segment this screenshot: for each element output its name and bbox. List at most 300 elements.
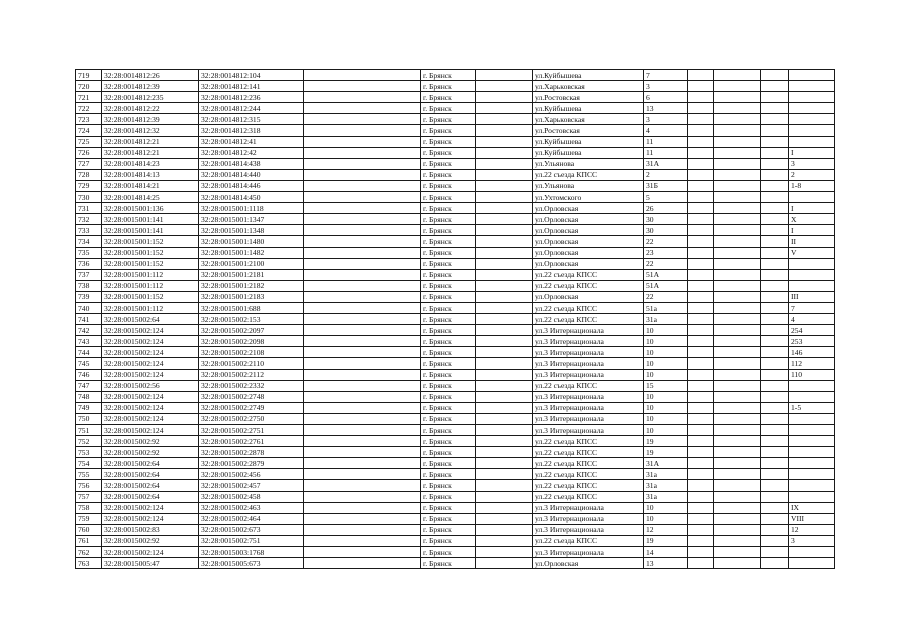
house-number-cell: 22	[644, 236, 688, 247]
premises-number-cell	[789, 70, 835, 81]
city-cell: г. Брянск	[421, 280, 476, 291]
city-cell: г. Брянск	[421, 225, 476, 236]
empty-cell	[476, 92, 533, 103]
empty-cell	[761, 114, 789, 125]
empty-cell	[304, 225, 421, 236]
empty-cell	[304, 491, 421, 502]
street-cell: ул.Ульянова	[533, 180, 644, 191]
premises-number-cell: 1-5	[789, 402, 835, 413]
empty-cell	[688, 247, 714, 258]
land-parcel-number-cell: 32:28:0014812:235	[102, 92, 199, 103]
city-cell: г. Брянск	[421, 458, 476, 469]
empty-cell	[714, 180, 761, 191]
street-cell: ул.Харьковская	[533, 114, 644, 125]
empty-cell	[714, 192, 761, 203]
empty-cell	[761, 480, 789, 491]
empty-cell	[304, 147, 421, 158]
land-parcel-number-cell: 32:28:0015001:152	[102, 247, 199, 258]
premises-number-cell	[789, 436, 835, 447]
house-number-cell: 51А	[644, 269, 688, 280]
empty-cell	[688, 369, 714, 380]
land-parcel-number-cell: 32:28:0015002:124	[102, 336, 199, 347]
table-row	[76, 547, 835, 558]
premises-number-cell	[789, 269, 835, 280]
empty-cell	[476, 291, 533, 302]
empty-cell	[476, 413, 533, 424]
row-number-cell: 727	[76, 158, 102, 169]
street-cell: ул.Ростовская	[533, 125, 644, 136]
empty-cell	[714, 225, 761, 236]
object-cadastral-number-cell: 32:28:0015002:751	[199, 535, 304, 546]
premises-number-cell	[789, 380, 835, 391]
empty-cell	[714, 513, 761, 524]
empty-cell	[476, 325, 533, 336]
empty-cell	[761, 502, 789, 513]
land-parcel-number-cell: 32:28:0015002:124	[102, 391, 199, 402]
empty-cell	[476, 103, 533, 114]
empty-cell	[304, 535, 421, 546]
empty-cell	[304, 347, 421, 358]
table-row	[76, 92, 835, 103]
table-row	[76, 169, 835, 180]
empty-cell	[476, 547, 533, 558]
empty-cell	[688, 402, 714, 413]
empty-cell	[688, 147, 714, 158]
empty-cell	[476, 535, 533, 546]
premises-number-cell	[789, 391, 835, 402]
premises-number-cell: I	[789, 225, 835, 236]
row-number-cell: 749	[76, 402, 102, 413]
land-parcel-number-cell: 32:28:0015001:141	[102, 225, 199, 236]
empty-cell	[476, 336, 533, 347]
street-cell: ул.22 съезда КПСС	[533, 169, 644, 180]
house-number-cell: 22	[644, 258, 688, 269]
table-row	[76, 535, 835, 546]
premises-number-cell	[789, 558, 835, 569]
street-cell: ул.22 съезда КПСС	[533, 458, 644, 469]
street-cell: ул.Куйбышева	[533, 136, 644, 147]
street-cell: ул.22 съезда КПСС	[533, 480, 644, 491]
empty-cell	[476, 369, 533, 380]
city-cell: г. Брянск	[421, 558, 476, 569]
empty-cell	[714, 136, 761, 147]
object-cadastral-number-cell: 32:28:0015002:2878	[199, 447, 304, 458]
table-row	[76, 114, 835, 125]
empty-cell	[761, 314, 789, 325]
house-number-cell: 10	[644, 336, 688, 347]
empty-cell	[476, 402, 533, 413]
city-cell: г. Брянск	[421, 180, 476, 191]
object-cadastral-number-cell: 32:28:0015001:2100	[199, 258, 304, 269]
land-parcel-number-cell: 32:28:0015002:124	[102, 325, 199, 336]
empty-cell	[714, 314, 761, 325]
row-number-cell: 724	[76, 125, 102, 136]
object-cadastral-number-cell: 32:28:0014814:450	[199, 192, 304, 203]
table-row	[76, 491, 835, 502]
table-row	[76, 369, 835, 380]
house-number-cell: 3	[644, 81, 688, 92]
row-number-cell: 761	[76, 535, 102, 546]
empty-cell	[476, 236, 533, 247]
empty-cell	[304, 103, 421, 114]
empty-cell	[304, 547, 421, 558]
table-row	[76, 436, 835, 447]
premises-number-cell: 1-8	[789, 180, 835, 191]
land-parcel-number-cell: 32:28:0015002:64	[102, 469, 199, 480]
land-parcel-number-cell: 32:28:0015001:141	[102, 214, 199, 225]
empty-cell	[476, 114, 533, 125]
empty-cell	[476, 169, 533, 180]
land-parcel-number-cell: 32:28:0014812:22	[102, 103, 199, 114]
street-cell: ул.Куйбышева	[533, 147, 644, 158]
empty-cell	[761, 225, 789, 236]
street-cell: ул.3 Интернационала	[533, 513, 644, 524]
street-cell: ул.3 Интернационала	[533, 391, 644, 402]
empty-cell	[476, 447, 533, 458]
premises-number-cell	[789, 103, 835, 114]
property-registry-table	[75, 69, 835, 569]
table-row	[76, 524, 835, 535]
empty-cell	[688, 491, 714, 502]
street-cell: ул.Орловская	[533, 291, 644, 302]
premises-number-cell: II	[789, 236, 835, 247]
empty-cell	[761, 558, 789, 569]
row-number-cell: 750	[76, 413, 102, 424]
premises-number-cell	[789, 447, 835, 458]
city-cell: г. Брянск	[421, 70, 476, 81]
empty-cell	[688, 436, 714, 447]
land-parcel-number-cell: 32:28:0014812:21	[102, 136, 199, 147]
empty-cell	[714, 436, 761, 447]
house-number-cell: 13	[644, 103, 688, 114]
row-number-cell: 746	[76, 369, 102, 380]
empty-cell	[688, 314, 714, 325]
table-row	[76, 147, 835, 158]
empty-cell	[304, 169, 421, 180]
table-row	[76, 447, 835, 458]
premises-number-cell	[789, 81, 835, 92]
city-cell: г. Брянск	[421, 302, 476, 313]
table-row	[76, 258, 835, 269]
row-number-cell: 732	[76, 214, 102, 225]
city-cell: г. Брянск	[421, 269, 476, 280]
empty-cell	[761, 547, 789, 558]
empty-cell	[714, 269, 761, 280]
city-cell: г. Брянск	[421, 491, 476, 502]
premises-number-cell: 3	[789, 535, 835, 546]
row-number-cell: 738	[76, 280, 102, 291]
empty-cell	[714, 547, 761, 558]
object-cadastral-number-cell: 32:28:0015003:1768	[199, 547, 304, 558]
object-cadastral-number-cell: 32:28:0015002:2097	[199, 325, 304, 336]
row-number-cell: 723	[76, 114, 102, 125]
object-cadastral-number-cell: 32:28:0015002:457	[199, 480, 304, 491]
object-cadastral-number-cell: 32:28:0015001:688	[199, 302, 304, 313]
table-row	[76, 358, 835, 369]
empty-cell	[476, 81, 533, 92]
land-parcel-number-cell: 32:28:0015002:124	[102, 369, 199, 380]
empty-cell	[688, 458, 714, 469]
city-cell: г. Брянск	[421, 447, 476, 458]
street-cell: ул.22 съезда КПСС	[533, 447, 644, 458]
empty-cell	[304, 469, 421, 480]
house-number-cell: 11	[644, 136, 688, 147]
empty-cell	[761, 258, 789, 269]
empty-cell	[761, 214, 789, 225]
row-number-cell: 744	[76, 347, 102, 358]
empty-cell	[688, 114, 714, 125]
premises-number-cell: X	[789, 214, 835, 225]
empty-cell	[688, 302, 714, 313]
table-row	[76, 336, 835, 347]
empty-cell	[714, 480, 761, 491]
empty-cell	[714, 413, 761, 424]
city-cell: г. Брянск	[421, 314, 476, 325]
street-cell: ул.3 Интернационала	[533, 425, 644, 436]
premises-number-cell	[789, 92, 835, 103]
empty-cell	[688, 236, 714, 247]
empty-cell	[714, 458, 761, 469]
premises-number-cell	[789, 458, 835, 469]
object-cadastral-number-cell: 32:28:0014814:446	[199, 180, 304, 191]
land-parcel-number-cell: 32:28:0015002:124	[102, 513, 199, 524]
empty-cell	[688, 203, 714, 214]
house-number-cell: 31а	[644, 469, 688, 480]
house-number-cell: 23	[644, 247, 688, 258]
city-cell: г. Брянск	[421, 203, 476, 214]
table-row	[76, 192, 835, 203]
empty-cell	[688, 380, 714, 391]
empty-cell	[761, 158, 789, 169]
land-parcel-number-cell: 32:28:0014814:23	[102, 158, 199, 169]
land-parcel-number-cell: 32:28:0015001:112	[102, 269, 199, 280]
land-parcel-number-cell: 32:28:0014814:13	[102, 169, 199, 180]
empty-cell	[476, 480, 533, 491]
empty-cell	[761, 469, 789, 480]
street-cell: ул.Харьковская	[533, 81, 644, 92]
street-cell: ул.3 Интернационала	[533, 336, 644, 347]
empty-cell	[304, 291, 421, 302]
empty-cell	[304, 269, 421, 280]
house-number-cell: 15	[644, 380, 688, 391]
empty-cell	[688, 180, 714, 191]
empty-cell	[304, 125, 421, 136]
empty-cell	[761, 458, 789, 469]
city-cell: г. Брянск	[421, 336, 476, 347]
object-cadastral-number-cell: 32:28:0015002:673	[199, 524, 304, 535]
table-row	[76, 125, 835, 136]
house-number-cell: 12	[644, 524, 688, 535]
street-cell: ул.3 Интернационала	[533, 369, 644, 380]
object-cadastral-number-cell: 32:28:0015002:2332	[199, 380, 304, 391]
row-number-cell: 755	[76, 469, 102, 480]
house-number-cell: 31А	[644, 158, 688, 169]
street-cell: ул.Орловская	[533, 225, 644, 236]
empty-cell	[761, 180, 789, 191]
premises-number-cell	[789, 192, 835, 203]
house-number-cell: 51А	[644, 280, 688, 291]
land-parcel-number-cell: 32:28:0015002:64	[102, 314, 199, 325]
city-cell: г. Брянск	[421, 81, 476, 92]
empty-cell	[688, 480, 714, 491]
table-row	[76, 402, 835, 413]
empty-cell	[688, 391, 714, 402]
empty-cell	[304, 558, 421, 569]
empty-cell	[476, 347, 533, 358]
premises-number-cell: 146	[789, 347, 835, 358]
object-cadastral-number-cell: 32:28:0014812:42	[199, 147, 304, 158]
empty-cell	[714, 447, 761, 458]
street-cell: ул.3 Интернационала	[533, 358, 644, 369]
street-cell: ул.22 съезда КПСС	[533, 535, 644, 546]
city-cell: г. Брянск	[421, 247, 476, 258]
row-number-cell: 751	[76, 425, 102, 436]
premises-number-cell: 110	[789, 369, 835, 380]
empty-cell	[688, 558, 714, 569]
city-cell: г. Брянск	[421, 236, 476, 247]
empty-cell	[761, 325, 789, 336]
empty-cell	[476, 136, 533, 147]
row-number-cell: 739	[76, 291, 102, 302]
table-row	[76, 380, 835, 391]
street-cell: ул.3 Интернационала	[533, 524, 644, 535]
empty-cell	[304, 236, 421, 247]
table-row	[76, 269, 835, 280]
house-number-cell: 19	[644, 447, 688, 458]
city-cell: г. Брянск	[421, 92, 476, 103]
object-cadastral-number-cell: 32:28:0014814:438	[199, 158, 304, 169]
city-cell: г. Брянск	[421, 513, 476, 524]
empty-cell	[688, 347, 714, 358]
empty-cell	[304, 247, 421, 258]
empty-cell	[714, 147, 761, 158]
empty-cell	[714, 369, 761, 380]
street-cell: ул.22 съезда КПСС	[533, 269, 644, 280]
house-number-cell: 4	[644, 125, 688, 136]
empty-cell	[688, 103, 714, 114]
land-parcel-number-cell: 32:28:0015001:152	[102, 258, 199, 269]
house-number-cell: 30	[644, 225, 688, 236]
empty-cell	[476, 70, 533, 81]
empty-cell	[761, 358, 789, 369]
empty-cell	[304, 391, 421, 402]
empty-cell	[688, 447, 714, 458]
empty-cell	[688, 192, 714, 203]
house-number-cell: 30	[644, 214, 688, 225]
city-cell: г. Брянск	[421, 192, 476, 203]
empty-cell	[476, 192, 533, 203]
land-parcel-number-cell: 32:28:0015002:124	[102, 358, 199, 369]
object-cadastral-number-cell: 32:28:0015002:153	[199, 314, 304, 325]
street-cell: ул.22 съезда КПСС	[533, 436, 644, 447]
empty-cell	[761, 291, 789, 302]
object-cadastral-number-cell: 32:28:0014812:236	[199, 92, 304, 103]
empty-cell	[476, 358, 533, 369]
empty-cell	[714, 125, 761, 136]
street-cell: ул.22 съезда КПСС	[533, 314, 644, 325]
table-row	[76, 180, 835, 191]
table-row	[76, 214, 835, 225]
object-cadastral-number-cell: 32:28:0015001:1118	[199, 203, 304, 214]
table-row	[76, 236, 835, 247]
empty-cell	[761, 524, 789, 535]
city-cell: г. Брянск	[421, 380, 476, 391]
object-cadastral-number-cell: 32:28:0015002:2879	[199, 458, 304, 469]
table-row	[76, 391, 835, 402]
empty-cell	[714, 347, 761, 358]
empty-cell	[304, 325, 421, 336]
row-number-cell: 720	[76, 81, 102, 92]
city-cell: г. Брянск	[421, 214, 476, 225]
empty-cell	[688, 513, 714, 524]
empty-cell	[761, 402, 789, 413]
row-number-cell: 725	[76, 136, 102, 147]
street-cell: ул.Орловская	[533, 247, 644, 258]
premises-number-cell: 2	[789, 169, 835, 180]
empty-cell	[476, 258, 533, 269]
empty-cell	[761, 447, 789, 458]
row-number-cell: 730	[76, 192, 102, 203]
premises-number-cell: 7	[789, 302, 835, 313]
empty-cell	[304, 336, 421, 347]
land-parcel-number-cell: 32:28:0014812:26	[102, 70, 199, 81]
house-number-cell: 5	[644, 192, 688, 203]
empty-cell	[304, 524, 421, 535]
land-parcel-number-cell: 32:28:0015002:124	[102, 547, 199, 558]
object-cadastral-number-cell: 32:28:0015002:2112	[199, 369, 304, 380]
house-number-cell: 2	[644, 169, 688, 180]
city-cell: г. Брянск	[421, 136, 476, 147]
city-cell: г. Брянск	[421, 413, 476, 424]
premises-number-cell: 4	[789, 314, 835, 325]
object-cadastral-number-cell: 32:28:0015002:2108	[199, 347, 304, 358]
row-number-cell: 731	[76, 203, 102, 214]
object-cadastral-number-cell: 32:28:0015002:464	[199, 513, 304, 524]
empty-cell	[761, 302, 789, 313]
table-row	[76, 469, 835, 480]
table-row	[76, 425, 835, 436]
house-number-cell: 19	[644, 436, 688, 447]
object-cadastral-number-cell: 32:28:0015002:2110	[199, 358, 304, 369]
empty-cell	[714, 70, 761, 81]
object-cadastral-number-cell: 32:28:0015002:2751	[199, 425, 304, 436]
land-parcel-number-cell: 32:28:0015002:124	[102, 425, 199, 436]
empty-cell	[304, 158, 421, 169]
empty-cell	[304, 302, 421, 313]
land-parcel-number-cell: 32:28:0015002:64	[102, 480, 199, 491]
house-number-cell: 10	[644, 425, 688, 436]
land-parcel-number-cell: 32:28:0015001:112	[102, 280, 199, 291]
empty-cell	[304, 114, 421, 125]
empty-cell	[304, 92, 421, 103]
empty-cell	[476, 147, 533, 158]
house-number-cell: 31Б	[644, 180, 688, 191]
empty-cell	[476, 302, 533, 313]
premises-number-cell: I	[789, 203, 835, 214]
empty-cell	[304, 447, 421, 458]
empty-cell	[304, 436, 421, 447]
row-number-cell: 722	[76, 103, 102, 114]
street-cell: ул.Орловская	[533, 203, 644, 214]
street-cell: ул.22 съезда КПСС	[533, 302, 644, 313]
empty-cell	[476, 180, 533, 191]
land-parcel-number-cell: 32:28:0015002:56	[102, 380, 199, 391]
land-parcel-number-cell: 32:28:0015002:64	[102, 458, 199, 469]
empty-cell	[476, 280, 533, 291]
empty-cell	[761, 125, 789, 136]
row-number-cell: 721	[76, 92, 102, 103]
house-number-cell: 10	[644, 413, 688, 424]
